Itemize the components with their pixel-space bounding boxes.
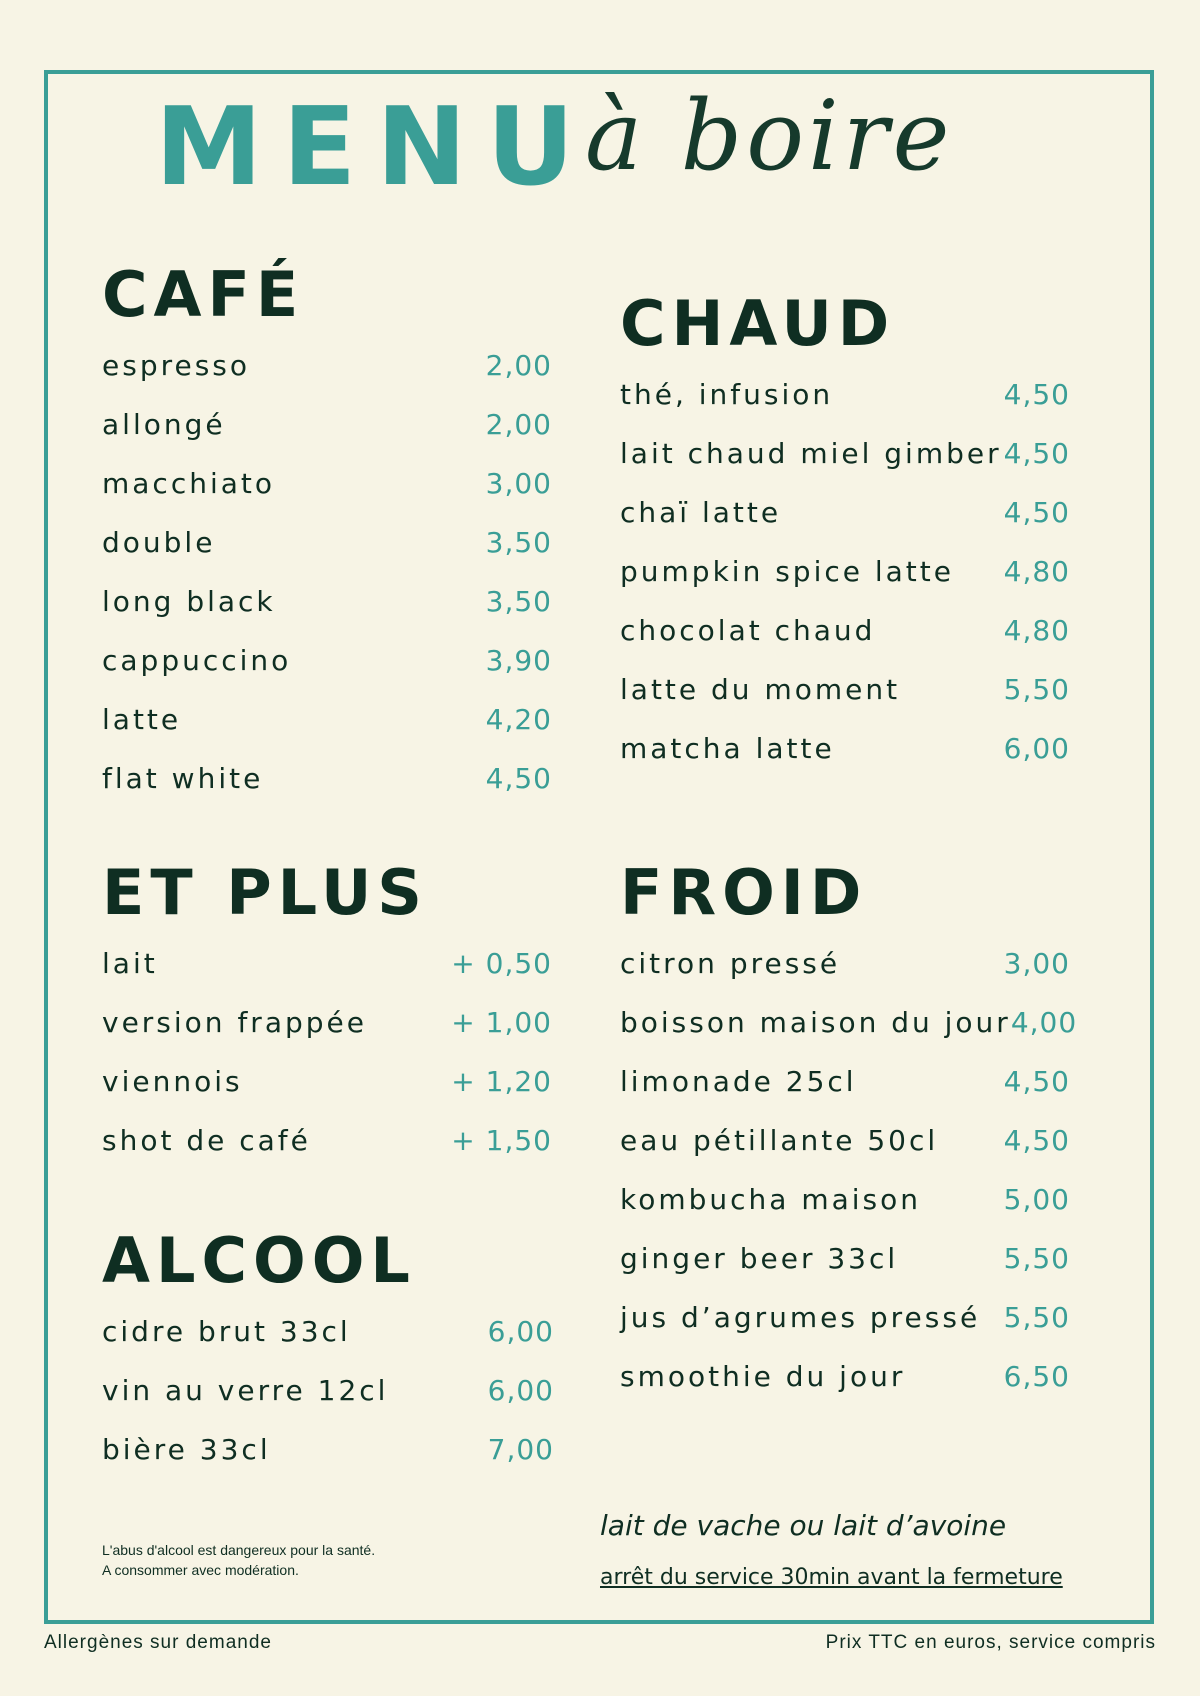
menu-item-row [620, 993, 1078, 1052]
menu-item-row [620, 601, 1070, 660]
section-title: CHAUD [620, 287, 896, 360]
menu-item-row [102, 749, 552, 808]
menu-item-price: + 1,20 [451, 1065, 552, 1098]
service-end-note: arrêt du service 30min avant la fermeture [600, 1565, 1063, 1590]
menu-item-price: 4,80 [1003, 614, 1070, 647]
menu-item-row [102, 395, 552, 454]
menu-item-name: ginger beer 33cl [620, 1242, 899, 1275]
menu-item-name: chaï latte [620, 496, 782, 529]
menu-item-name: latte [102, 703, 182, 736]
menu-item-row [102, 1302, 554, 1361]
menu-item-row [102, 631, 552, 690]
menu-item-price: 3,00 [1003, 947, 1070, 980]
menu-item-price: 3,00 [485, 467, 552, 500]
menu-item-name: kombucha maison [620, 1183, 922, 1216]
alcohol-warning-line: L'abus d'alcool est dangereux pour la santé. [102, 1542, 376, 1558]
menu-item-name: eau pétillante 50cl [620, 1124, 939, 1157]
menu-item-name: pumpkin spice latte [620, 555, 954, 588]
alcohol-warning [102, 1540, 375, 1580]
menu-item-name: double [102, 526, 216, 559]
menu-item-price: 4,50 [1003, 496, 1070, 529]
menu-item-price: + 1,50 [451, 1124, 552, 1157]
menu-item-price: 3,90 [485, 644, 552, 677]
menu-item-price: 2,00 [485, 408, 552, 441]
menu-item-price: 5,50 [1003, 1301, 1070, 1334]
menu-item-price: 3,50 [485, 526, 552, 559]
menu-item-name: cappuccino [102, 644, 292, 677]
alcohol-warning-line: A consommer avec modération. [102, 1562, 299, 1578]
menu-item-name: lait chaud miel gimber [620, 437, 1002, 470]
menu-item-name: vin au verre 12cl [102, 1374, 389, 1407]
menu-item-price: 6,50 [1003, 1360, 1070, 1393]
menu-item-row [620, 1229, 1070, 1288]
menu-item-row [102, 690, 552, 749]
menu-item-price: 4,20 [485, 703, 552, 736]
section-et-plus [102, 856, 552, 1170]
menu-item-row [620, 542, 1070, 601]
menu-item-row [620, 1288, 1070, 1347]
menu-item-name: chocolat chaud [620, 614, 876, 647]
price-info-note: Prix TTC en euros, service compris [825, 1632, 1156, 1653]
menu-item-name: latte du moment [620, 673, 901, 706]
menu-item-price: 4,50 [1003, 378, 1070, 411]
menu-item-row [102, 993, 552, 1052]
menu-item-row [102, 1361, 554, 1420]
menu-item-name: version frappée [102, 1006, 367, 1039]
menu-item-name: matcha latte [620, 732, 835, 765]
menu-item-row [620, 1111, 1070, 1170]
menu-item-price: 2,00 [485, 349, 552, 382]
item-list [620, 934, 1078, 1406]
menu-item-row [620, 1170, 1070, 1229]
menu-item-row [102, 1052, 552, 1111]
item-list [620, 365, 1070, 778]
milk-options-note: lait de vache ou lait d’avoine [600, 1509, 1007, 1542]
menu-item-row [620, 483, 1070, 542]
menu-item-price: 4,50 [485, 762, 552, 795]
menu-item-name: bière 33cl [102, 1433, 271, 1466]
menu-item-price: + 1,00 [451, 1006, 552, 1039]
menu-title: MENU [155, 85, 595, 210]
menu-item-row [620, 719, 1070, 778]
menu-item-name: citron pressé [620, 947, 841, 980]
menu-item-row [102, 572, 552, 631]
menu-item-name: viennois [102, 1065, 243, 1098]
menu-item-row [620, 660, 1070, 719]
item-list [102, 1302, 554, 1479]
menu-item-name: limonade 25cl [620, 1065, 857, 1098]
menu-item-name: long black [102, 585, 276, 618]
menu-item-name: shot de café [102, 1124, 311, 1157]
menu-item-row [102, 1111, 552, 1170]
menu-item-row [102, 513, 552, 572]
menu-item-price: 6,00 [1003, 732, 1070, 765]
menu-item-name: espresso [102, 349, 251, 382]
menu-item-row [620, 934, 1070, 993]
section-alcool [102, 1224, 554, 1479]
menu-item-row [102, 336, 552, 395]
menu-item-name: smoothie du jour [620, 1360, 906, 1393]
menu-item-name: jus d’agrumes pressé [620, 1301, 981, 1334]
menu-subtitle-script: à boire [585, 80, 954, 192]
menu-item-row [620, 1052, 1070, 1111]
menu-item-price: 5,50 [1003, 1242, 1070, 1275]
menu-item-name: lait [102, 947, 158, 980]
section-title: ALCOOL [102, 1224, 416, 1297]
menu-item-price: 4,50 [1003, 1065, 1070, 1098]
menu-item-price: 5,50 [1003, 673, 1070, 706]
menu-item-row [102, 934, 552, 993]
menu-item-price: 4,50 [1003, 437, 1070, 470]
menu-item-price: 4,50 [1003, 1124, 1070, 1157]
section-chaud [620, 287, 1070, 778]
menu-item-name: thé, infusion [620, 378, 834, 411]
menu-item-price: 4,80 [1003, 555, 1070, 588]
allergens-note: Allergènes sur demande [44, 1632, 272, 1653]
menu-item-name: cidre brut 33cl [102, 1315, 351, 1348]
menu-item-row [620, 365, 1070, 424]
menu-item-price: + 0,50 [451, 947, 552, 980]
menu-item-price: 6,00 [487, 1374, 554, 1407]
menu-item-name: macchiato [102, 467, 276, 500]
section-title: ET PLUS [102, 856, 428, 929]
section-cafe [102, 258, 552, 808]
menu-item-name: flat white [102, 762, 264, 795]
menu-item-name: allongé [102, 408, 226, 441]
section-title: CAFÉ [102, 258, 305, 331]
menu-item-price: 5,00 [1003, 1183, 1070, 1216]
menu-item-price: 6,00 [487, 1315, 554, 1348]
menu-item-row [102, 454, 552, 513]
menu-item-row [620, 424, 1070, 483]
menu-item-price: 3,50 [485, 585, 552, 618]
menu-item-row [620, 1347, 1070, 1406]
item-list [102, 934, 552, 1170]
item-list [102, 336, 552, 808]
menu-item-price: 4,00 [1010, 1006, 1078, 1039]
section-title: FROID [620, 856, 868, 929]
section-froid [620, 856, 1078, 1406]
menu-item-name: boisson maison du jour [620, 1006, 1011, 1039]
menu-item-row [102, 1420, 554, 1479]
menu-item-price: 7,00 [487, 1433, 554, 1466]
